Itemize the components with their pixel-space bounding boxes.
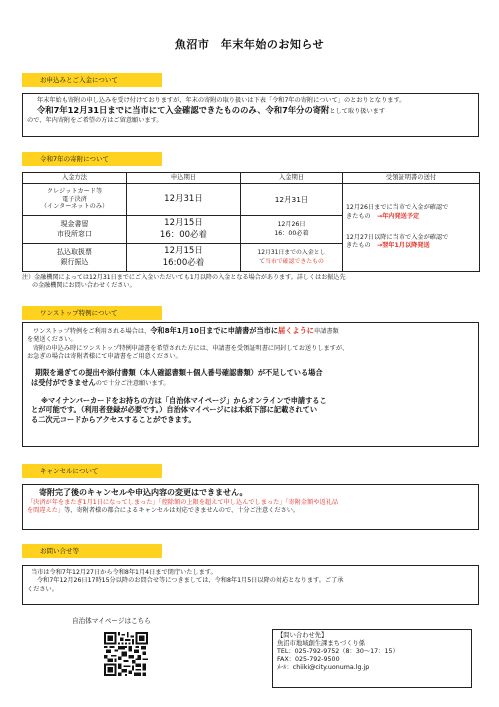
onestop-mynumber-1: ※マイナンバーカードをお持ちの方は「自治体マイページ」からオンラインで申請するこ xyxy=(41,395,327,405)
application-text-1: 年末年始も寄附の申し込みを受け付けておりますが、年末の寄附の取り扱いは下表「令和7年の寄附について」のとおりとなります。 xyxy=(37,97,406,104)
donation-schedule-table xyxy=(22,172,480,272)
cell-pay-cash xyxy=(241,216,343,244)
application-text-2: として取り扱います xyxy=(329,108,386,116)
cell-method-bank xyxy=(23,244,127,272)
cert-line-2: 12月27日以降に当市で入金が確認で xyxy=(346,233,449,241)
onestop-warning-2b: ので十分ご注意願います。 xyxy=(95,380,170,388)
onestop-deadline: 令和8年1月10日までに申請書が当市に xyxy=(150,326,279,335)
contact-heading: 【問い合わせ先】 xyxy=(277,632,328,639)
cell-method-cash xyxy=(23,216,127,244)
onestop-text-1e: を発送ください。 xyxy=(27,336,77,344)
section-heading-cancel: キャンセルについて xyxy=(22,464,162,478)
application-deadline-text: 令和7年12月31日までに当市にて入金確認できたもののみ、令和7年分の寄附 xyxy=(37,105,330,116)
method-cash-1: 現金書留 xyxy=(60,220,89,229)
th-method: 入金方法 xyxy=(23,173,127,184)
section-box-onestop xyxy=(22,322,479,447)
onestop-text-1a: ワンストップ特例をご利用される場合は、 xyxy=(33,328,151,335)
onestop-warning-1: 期限を過ぎての提出や添付書類（本人確認書類＋個人番号確認書類）が不足している場合 xyxy=(35,368,323,378)
cancel-text-3b: 等、寄附者様の都合によるキャンセルは対応できませんので、十分ご注意ください。 xyxy=(64,507,300,515)
contact-text-2: 令和7年12月26日17時15分以降のお問合せ等につきましては、令和8年1月5日以降の対応となります。ご了承 xyxy=(37,577,344,585)
section-heading-donation-r7: 令和7年の寄附について xyxy=(22,152,162,166)
cell-apply-bank xyxy=(127,244,241,272)
pay-bank-1: 12月31日までの入金とし xyxy=(257,249,326,256)
table-footnote xyxy=(22,274,482,290)
application-text-3: ので、年内寄附をご希望の方はご留意願います。 xyxy=(27,116,163,124)
pay-cash-date: 12月26日 xyxy=(277,220,306,228)
method-credit-3: （インターネットのみ） xyxy=(40,203,109,211)
method-bank-1: 払込取扱票 xyxy=(57,248,92,257)
footnote-line-2: の金融機関にお問い合わせください。 xyxy=(32,282,136,290)
onestop-mynumber-2: とが可能です。（利用者登録が必要です。）自治体マイページには本紙下部に記載されてい xyxy=(31,405,318,415)
cell-pay-bank xyxy=(241,244,343,272)
onestop-text-1d: 申請書類 xyxy=(313,328,339,335)
onestop-text-3: お急ぎの場合は寄附者様にて申請書をご用意ください。 xyxy=(27,353,182,361)
apply-bank-time: 16:00必着 xyxy=(162,257,205,268)
apply-cash-date: 12月15日 xyxy=(164,218,203,229)
table-row xyxy=(23,184,480,216)
onestop-mynumber-3: る二次元コードからアクセスすることができます。 xyxy=(31,414,196,424)
apply-bank-date: 12月15日 xyxy=(164,246,203,257)
pay-cash-time: 16：00必着 xyxy=(274,229,309,237)
contact-email[interactable]: ﾒｰﾙ：chiiki@city.uonuma.lg.jp xyxy=(277,664,370,672)
section-box-contact xyxy=(22,565,479,605)
method-bank-2: 銀行振込 xyxy=(60,257,89,266)
cell-method-credit xyxy=(23,184,127,216)
contact-text-3: ください。 xyxy=(27,585,58,593)
method-credit-1: クレジットカード等 xyxy=(46,187,103,195)
table-header-row xyxy=(23,173,480,184)
page-title: 魚沼市 年末年始のお知らせ xyxy=(174,38,325,51)
cert-line-2b: きたもの xyxy=(346,242,371,250)
cell-apply-cash xyxy=(127,216,241,244)
cancel-text-2: 「決済が年をまたぎ1月1日になってしまった」「控除額の上限を超えて申し込んでしまった」「寄附金額や返礼品 xyxy=(27,498,339,506)
contact-fax: FAX：025-792-9500 xyxy=(277,656,340,664)
onestop-warning-2a: は受付ができません xyxy=(31,378,96,388)
cert-line-1c: →年内発送予定 xyxy=(376,212,420,220)
footnote-line-1: 注）金融機関によっては12月31日までにご入金いただいても1月以降の入金となる場合があります。詳しくはお振込先 xyxy=(22,274,346,281)
apply-cash-time: 16：00必着 xyxy=(159,229,208,240)
section-box-cancel xyxy=(22,484,479,530)
section-box-application xyxy=(22,93,479,137)
cell-certificate xyxy=(343,184,480,272)
onestop-text-2: 寄附の申込み時にワンストップ特例申請書を希望された方には、申請書を受領証明書に同封してお送りしますが、 xyxy=(33,344,349,352)
qr-label: 自治体マイページはこちら xyxy=(72,617,151,625)
method-credit-2: 電子決済 xyxy=(62,195,87,203)
section-heading-contact: お問い合せ等 xyxy=(22,544,162,558)
qr-code-icon[interactable] xyxy=(104,632,148,676)
th-apply-deadline: 申込期日 xyxy=(127,173,241,184)
cancel-text-1: 寄附完了後のキャンセルや申込内容の変更はできません。 xyxy=(39,488,248,497)
cert-line-1b: きたもの xyxy=(346,212,371,220)
section-heading-onestop: ワンストップ特例について xyxy=(22,306,162,320)
pay-bank-2b: 当市で確認できたもの xyxy=(264,258,324,265)
contact-phone: TEL：025-792-9752（8：30～17：15） xyxy=(277,648,399,656)
th-pay-deadline: 入金期日 xyxy=(241,173,343,184)
contact-info-box xyxy=(272,629,472,688)
cert-line-2c: →翌年1月以降発送 xyxy=(376,242,430,250)
pay-bank-2a: て xyxy=(259,258,265,265)
section-heading-application: お申込みとご入金について xyxy=(22,73,162,87)
onestop-arrive: 届くように xyxy=(278,326,314,335)
cell-pay-credit: 12月31日 xyxy=(241,184,343,216)
contact-organization: 魚沼市地域創生課まちづくり係 xyxy=(277,640,366,648)
cert-line-1: 12月26日までに当市で入金が確認で xyxy=(346,203,449,211)
th-certificate: 受領証明書の送付 xyxy=(343,173,480,184)
method-cash-2: 市役所窓口 xyxy=(57,229,92,238)
cancel-text-3a: を間違えた」 xyxy=(27,507,65,515)
contact-text-1: 当市は令和7年12月27日から令和8年1月4日まで閉庁いたします。 xyxy=(31,569,217,576)
cell-apply-credit: 12月31日 xyxy=(127,184,241,216)
